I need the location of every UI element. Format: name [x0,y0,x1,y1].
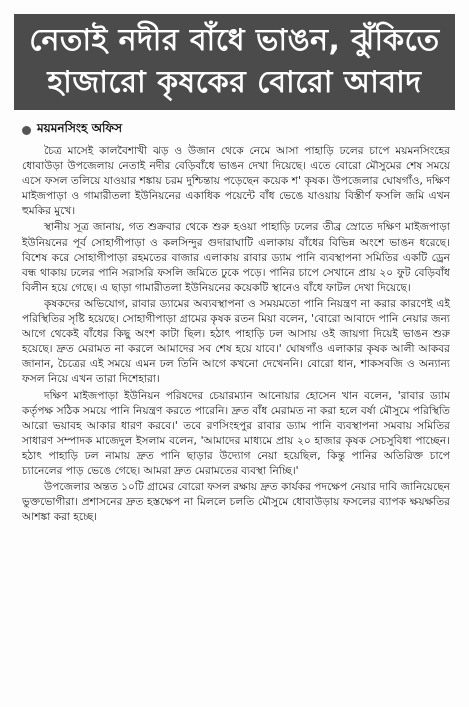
paragraph-2: স্থানীয় সূত্র জানায়, গত শুক্রবার থেকে শুরু হওয়া পাহাড়ি ঢলের তীব্র স্রোতে দক্ষিণ মাইজপাড়া ইউনিয়নের পূর্ব সোহাগীপাড়া ও কলসিন্দুর গুদারাঘাটি এলাকায় বাঁধের বিভিন্ন অংশে ভাঙন ধরেছে। বিশেষ করে সোহাগীপাড়া রহমতের বাজার এলাকায় রাবার ড্যাম পানি ব্যবস্থাপনা সমিতির একটি ড্রেন বন্ধ থাকায় ঢলের পানি সরাসরি ফসলি জমিতে ঢুকে পড়ে। পানির চাপে সেখানে প্রায় ২০ ফুট বেড়িবাঁধ বিলীন হয়ে গেছে। এ ছাড়া গামারীতলা ইউনিয়নের কয়েকটি স্থানেও বাঁধে ফাটল দেখা দিয়েছে। [22,221,450,294]
paragraph-3: কৃষকদের অভিযোগ, রাবার ড্যামের অব্যবস্থাপনা ও সময়মতো পানি নিয়ন্ত্রণ না করার কারণেই এই পরিস্থিতির সৃষ্টি হয়েছে। সোহাগীপাড়া গ্রামের কৃষক রতন মিয়া বলেন, 'বোরো আবাদে পানি নেয়ার জন্য আগে থেকেই বাঁধের কিছু অংশ কাটা ছিল। হঠাৎ পাহাড়ি ঢল আসায় ওই জায়গা দিয়েই ভাঙন শুরু হয়েছে। দ্রুত মেরামত না করলে আমাদের সব শেষ হয়ে যাবে।' ঘোষগাঁও এলাকার কৃষক আলী আকবর জানান, চৈত্রের এই সময়ে এমন ঢল তিনি আগে কখনো দেখেননি। বোরো ধান, শাকসবজি ও অন্যান্য ফসল নিয়ে এখন তারা দিশেহারা। [22,297,450,386]
headline-line-2: হাজারো কৃষকের বোরো আবাদ [47,65,422,100]
headline-box [14,14,455,110]
paragraph-4: দক্ষিণ মাইজপাড়া ইউনিয়ন পরিষদের চেয়ারম্যান আনোয়ার হোসেন খান বলেন, 'রাবার ড্যাম কর্তৃপক্ষ সঠিক সময়ে পানি নিয়ন্ত্রণ করতে পারেনি। দ্রুত বাঁধ মেরামত না করা হলে বর্ষা মৌসুমে পরিস্থিতি আরো ভয়াবহ আকার ধারণ করবে।' তবে রণসিংহপুর রাবার ড্যাম পানি ব্যবস্থাপনা সমবায় সমিতির সাধারণ সম্পাদক মাজেদুল ইসলাম বলেন, 'আমাদের মাধ্যমে প্রায় ২০ হাজার কৃষক সেচসুবিধা পাচ্ছেন। হঠাৎ পাহাড়ি ঢল নামায় দ্রুত পানি ছাড়ার উদ্যোগ নেয়া হয়েছিল, কিন্তু পানির অতিরিক্ত চাপে চ্যানেলের পাড় ভেঙে গেছে। আমরা দ্রুত মেরামতের ব্যবস্থা নিচ্ছি।' [22,389,450,477]
paragraph-1: চৈত্র মাসেই কালবৈশাখী ঝড় ও উজান থেকে নেমে আসা পাহাড়ি ঢলের চাপে ময়মনসিংহের ধোবাউড়া উপজেলায় নেতাই নদীর বেড়িবাঁধে ভাঙন দেখা দিয়েছে। এতে বোরো মৌসুমের শেষ সময়ে এসে ফসল তলিয়ে যাওয়ার শঙ্কায় চরম দুশ্চিন্তায় পড়েছেন কয়েক শ' কৃষক। উপজেলার ঘোষগাঁও, দক্ষিণ মাইজপাড়া ও গামারীতলা ইউনিয়নের একাধিক পয়েন্টে বাঁধ ভেঙে যাওয়ায় বিস্তীর্ণ ফসলি জমি এখন হুমকির মুখে। [22,145,450,218]
bullet-icon [22,126,31,135]
byline [22,120,122,140]
paragraph-5: উপজেলার অন্তত ১০টি গ্রামের বোরো ফসল রক্ষায় দ্রুত কার্যকর পদক্ষেপ নেয়ার দাবি জানিয়েছেন ভুক্তভোগীরা। প্রশাসনের দ্রুত হস্তক্ষেপ না মিললে চলতি মৌসুমে ধোবাউড়ায় ফসলের ব্যাপক ক্ষয়ক্ষতির আশঙ্কা করা হচ্ছে। [22,481,450,524]
byline-text: ময়মনসিংহ অফিস [37,121,123,135]
headline-line-1: নেতাই নদীর বাঁধে ভাঙন, ঝুঁকিতে [29,23,440,58]
article-body [22,144,450,526]
